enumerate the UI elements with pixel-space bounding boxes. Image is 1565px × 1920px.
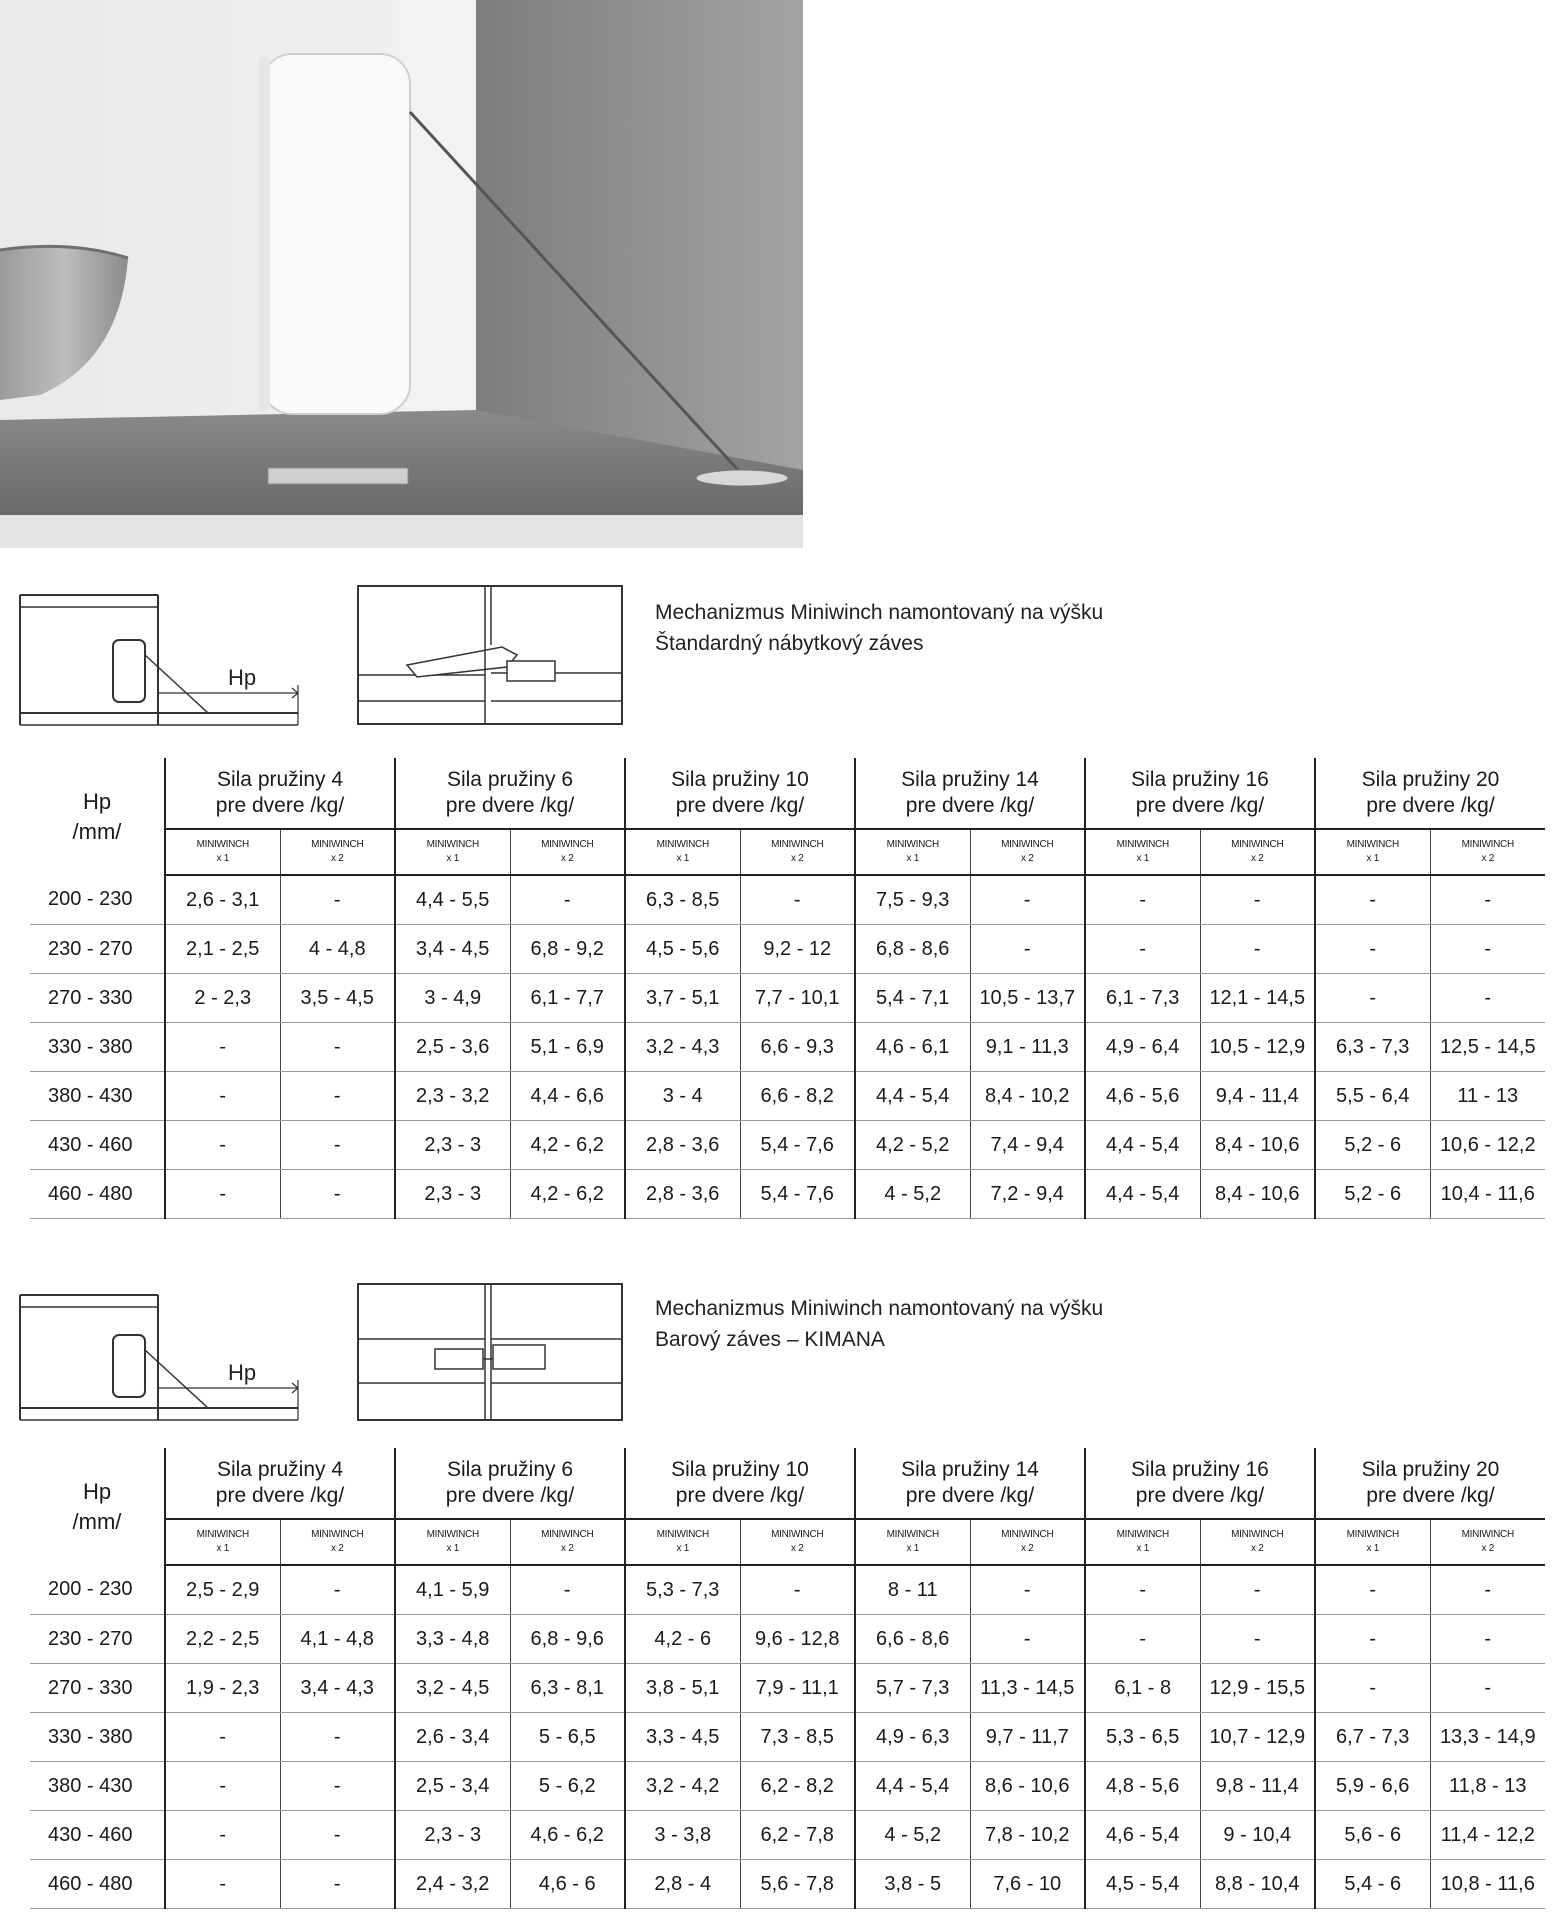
weight-range-cell: - <box>280 1860 395 1909</box>
weight-range-cell: 3,5 - 4,5 <box>280 974 395 1023</box>
weight-range-cell: 9,2 - 12 <box>740 925 855 974</box>
hp-range-cell: 330 - 380 <box>30 1713 165 1762</box>
weight-range-cell: 6,1 - 7,3 <box>1085 974 1200 1023</box>
weight-range-cell: - <box>970 925 1085 974</box>
weight-range-cell: 12,5 - 14,5 <box>1430 1023 1545 1072</box>
weight-range-cell: - <box>280 1072 395 1121</box>
weight-range-cell: 5,2 - 6 <box>1315 1121 1430 1170</box>
weight-range-cell: 7,6 - 10 <box>970 1860 1085 1909</box>
miniwinch-x1-header: MINIWINCH x 1 <box>395 1519 510 1565</box>
table-row <box>30 1713 1545 1762</box>
weight-range-cell: 10,8 - 11,6 <box>1430 1860 1545 1909</box>
weight-range-cell: 2,6 - 3,1 <box>165 875 280 925</box>
weight-range-cell: 2,4 - 3,2 <box>395 1860 510 1909</box>
hp-header: Hp /mm/ <box>72 788 122 844</box>
weight-range-cell: 2,5 - 2,9 <box>165 1565 280 1615</box>
weight-range-cell: 11 - 13 <box>1430 1072 1545 1121</box>
weight-range-cell: 4,9 - 6,3 <box>855 1713 970 1762</box>
hp-header: Hp /mm/ <box>72 1478 122 1534</box>
weight-range-cell: 12,1 - 14,5 <box>1200 974 1315 1023</box>
weight-range-cell: - <box>280 1121 395 1170</box>
weight-range-cell: 2,1 - 2,5 <box>165 925 280 974</box>
weight-range-cell: - <box>1315 925 1430 974</box>
weight-range-cell: - <box>1315 974 1430 1023</box>
weight-range-cell: 7,5 - 9,3 <box>855 875 970 925</box>
weight-range-cell: - <box>165 1713 280 1762</box>
weight-range-cell: 7,7 - 10,1 <box>740 974 855 1023</box>
weight-range-cell: 4 - 5,2 <box>855 1811 970 1860</box>
miniwinch-x2-header: MINIWINCH x 2 <box>740 1519 855 1565</box>
weight-range-cell: - <box>165 1762 280 1811</box>
weight-range-cell: - <box>1315 875 1430 925</box>
group-header: Sila pružiny 6 pre dvere /kg/ <box>395 1448 625 1519</box>
weight-range-cell: - <box>1430 1565 1545 1615</box>
weight-range-cell: 9,4 - 11,4 <box>1200 1072 1315 1121</box>
miniwinch-x2-header: MINIWINCH x 2 <box>280 829 395 875</box>
weight-range-cell: 4,9 - 6,4 <box>1085 1023 1200 1072</box>
group-header: Sila pružiny 4 pre dvere /kg/ <box>165 758 395 829</box>
weight-range-cell: 5,4 - 7,6 <box>740 1121 855 1170</box>
miniwinch-x2-header: MINIWINCH x 2 <box>1430 829 1545 875</box>
weight-range-cell: 8,6 - 10,6 <box>970 1762 1085 1811</box>
spring-force-table-2 <box>30 1448 1545 1909</box>
weight-range-cell: - <box>1085 1565 1200 1615</box>
weight-range-cell: 2,5 - 3,6 <box>395 1023 510 1072</box>
cabinet-side-diagram <box>18 585 308 730</box>
weight-range-cell: 4,6 - 5,4 <box>1085 1811 1200 1860</box>
weight-range-cell: 5,6 - 7,8 <box>740 1860 855 1909</box>
weight-range-cell: - <box>165 1170 280 1219</box>
hp-range-cell: 230 - 270 <box>30 925 165 974</box>
weight-range-cell: - <box>280 1565 395 1615</box>
weight-range-cell: - <box>1315 1565 1430 1615</box>
weight-range-cell: 8,4 - 10,2 <box>970 1072 1085 1121</box>
weight-range-cell: 6,6 - 8,2 <box>740 1072 855 1121</box>
miniwinch-x1-header: MINIWINCH x 1 <box>855 829 970 875</box>
miniwinch-x1-header: MINIWINCH x 1 <box>1315 829 1430 875</box>
weight-range-cell: 2,3 - 3 <box>395 1170 510 1219</box>
table-row <box>30 1170 1545 1219</box>
weight-range-cell: - <box>280 1170 395 1219</box>
weight-range-cell: 4,2 - 6 <box>625 1615 740 1664</box>
weight-range-cell: 4,5 - 5,6 <box>625 925 740 974</box>
miniwinch-x2-header: MINIWINCH x 2 <box>970 1519 1085 1565</box>
weight-range-cell: 8,8 - 10,4 <box>1200 1860 1315 1909</box>
weight-range-cell: 5,2 - 6 <box>1315 1170 1430 1219</box>
weight-range-cell: 8,4 - 10,6 <box>1200 1121 1315 1170</box>
weight-range-cell: 10,6 - 12,2 <box>1430 1121 1545 1170</box>
weight-range-cell: 5 - 6,5 <box>510 1713 625 1762</box>
weight-range-cell: 2,8 - 4 <box>625 1860 740 1909</box>
miniwinch-x1-header: MINIWINCH x 1 <box>1085 829 1200 875</box>
group-header: Sila pružiny 10 pre dvere /kg/ <box>625 758 855 829</box>
weight-range-cell: - <box>1315 1615 1430 1664</box>
weight-range-cell: - <box>1200 1565 1315 1615</box>
weight-range-cell: - <box>280 1713 395 1762</box>
table-row <box>30 1860 1545 1909</box>
weight-range-cell: 3,8 - 5 <box>855 1860 970 1909</box>
hp-range-cell: 200 - 230 <box>30 875 165 925</box>
miniwinch-x2-header: MINIWINCH x 2 <box>510 1519 625 1565</box>
weight-range-cell: 4,4 - 5,4 <box>1085 1121 1200 1170</box>
weight-range-cell: 4,6 - 6 <box>510 1860 625 1909</box>
miniwinch-x1-header: MINIWINCH x 1 <box>1085 1519 1200 1565</box>
group-header: Sila pružiny 6 pre dvere /kg/ <box>395 758 625 829</box>
hp-range-cell: 460 - 480 <box>30 1170 165 1219</box>
weight-range-cell: 4,8 - 5,6 <box>1085 1762 1200 1811</box>
weight-range-cell: - <box>1085 925 1200 974</box>
weight-range-cell: 3,8 - 5,1 <box>625 1664 740 1713</box>
group-header: Sila pružiny 16 pre dvere /kg/ <box>1085 758 1315 829</box>
weight-range-cell: - <box>1085 875 1200 925</box>
weight-range-cell: 3,2 - 4,3 <box>625 1023 740 1072</box>
weight-range-cell: 5,7 - 7,3 <box>855 1664 970 1713</box>
weight-range-cell: 5 - 6,2 <box>510 1762 625 1811</box>
table-row <box>30 1121 1545 1170</box>
table-row <box>30 1072 1545 1121</box>
weight-range-cell: 11,8 - 13 <box>1430 1762 1545 1811</box>
weight-range-cell: 9,7 - 11,7 <box>970 1713 1085 1762</box>
table-row <box>30 1664 1545 1713</box>
weight-range-cell: 6,8 - 9,2 <box>510 925 625 974</box>
weight-range-cell: 2,5 - 3,4 <box>395 1762 510 1811</box>
weight-range-cell: 4,5 - 5,4 <box>1085 1860 1200 1909</box>
weight-range-cell: - <box>1200 875 1315 925</box>
weight-range-cell: 4,6 - 6,2 <box>510 1811 625 1860</box>
hp-label: Hp <box>228 1360 257 1385</box>
weight-range-cell: - <box>510 875 625 925</box>
weight-range-cell: 3,2 - 4,5 <box>395 1664 510 1713</box>
weight-range-cell: 4,6 - 6,1 <box>855 1023 970 1072</box>
weight-range-cell: - <box>1085 1615 1200 1664</box>
hp-range-cell: 460 - 480 <box>30 1860 165 1909</box>
weight-range-cell: 9,1 - 11,3 <box>970 1023 1085 1072</box>
table-row <box>30 1023 1545 1072</box>
weight-range-cell: 3 - 3,8 <box>625 1811 740 1860</box>
weight-range-cell: 3 - 4 <box>625 1072 740 1121</box>
weight-range-cell: - <box>1315 1664 1430 1713</box>
weight-range-cell: 3,3 - 4,5 <box>625 1713 740 1762</box>
weight-range-cell: 5,3 - 7,3 <box>625 1565 740 1615</box>
weight-range-cell: - <box>1200 1615 1315 1664</box>
weight-range-cell: - <box>1430 875 1545 925</box>
weight-range-cell: 4,1 - 5,9 <box>395 1565 510 1615</box>
table-row <box>30 1615 1545 1664</box>
weight-range-cell: 7,8 - 10,2 <box>970 1811 1085 1860</box>
miniwinch-x2-header: MINIWINCH x 2 <box>740 829 855 875</box>
weight-range-cell: 6,2 - 7,8 <box>740 1811 855 1860</box>
weight-range-cell: - <box>280 875 395 925</box>
weight-range-cell: - <box>165 1860 280 1909</box>
cabinet-side-diagram <box>18 1275 308 1425</box>
weight-range-cell: - <box>165 1072 280 1121</box>
hinge-detail-diagram <box>357 585 623 725</box>
weight-range-cell: - <box>970 875 1085 925</box>
weight-range-cell: - <box>280 1762 395 1811</box>
weight-range-cell: 5,6 - 6 <box>1315 1811 1430 1860</box>
miniwinch-x1-header: MINIWINCH x 1 <box>165 1519 280 1565</box>
weight-range-cell: 6,1 - 8 <box>1085 1664 1200 1713</box>
weight-range-cell: 2,8 - 3,6 <box>625 1121 740 1170</box>
table-row <box>30 1811 1545 1860</box>
weight-range-cell: 13,3 - 14,9 <box>1430 1713 1545 1762</box>
weight-range-cell: 4,4 - 5,4 <box>1085 1170 1200 1219</box>
group-header: Sila pružiny 20 pre dvere /kg/ <box>1315 758 1545 829</box>
weight-range-cell: 5,1 - 6,9 <box>510 1023 625 1072</box>
weight-range-cell: - <box>970 1565 1085 1615</box>
hp-range-cell: 380 - 430 <box>30 1762 165 1811</box>
weight-range-cell: 2 - 2,3 <box>165 974 280 1023</box>
weight-range-cell: 5,3 - 6,5 <box>1085 1713 1200 1762</box>
weight-range-cell: 3 - 4,9 <box>395 974 510 1023</box>
weight-range-cell: - <box>510 1565 625 1615</box>
weight-range-cell: 6,3 - 8,1 <box>510 1664 625 1713</box>
table-row <box>30 974 1545 1023</box>
weight-range-cell: 4 - 5,2 <box>855 1170 970 1219</box>
weight-range-cell: - <box>280 1023 395 1072</box>
hp-range-cell: 270 - 330 <box>30 974 165 1023</box>
weight-range-cell: - <box>740 1565 855 1615</box>
miniwinch-x2-header: MINIWINCH x 2 <box>1430 1519 1545 1565</box>
weight-range-cell: 5,4 - 7,6 <box>740 1170 855 1219</box>
weight-range-cell: 2,2 - 2,5 <box>165 1615 280 1664</box>
weight-range-cell: - <box>970 1615 1085 1664</box>
hp-range-cell: 200 - 230 <box>30 1565 165 1615</box>
table-row <box>30 1565 1545 1615</box>
weight-range-cell: - <box>1430 974 1545 1023</box>
weight-range-cell: 7,2 - 9,4 <box>970 1170 1085 1219</box>
weight-range-cell: 5,4 - 7,1 <box>855 974 970 1023</box>
weight-range-cell: 8 - 11 <box>855 1565 970 1615</box>
miniwinch-x2-header: MINIWINCH x 2 <box>1200 829 1315 875</box>
weight-range-cell: - <box>165 1811 280 1860</box>
group-header: Sila pružiny 14 pre dvere /kg/ <box>855 1448 1085 1519</box>
weight-range-cell: 6,1 - 7,7 <box>510 974 625 1023</box>
weight-range-cell: 4,1 - 4,8 <box>280 1615 395 1664</box>
caption-line-1: Mechanizmus Miniwinch namontovaný na výšku <box>655 1297 1104 1320</box>
weight-range-cell: - <box>165 1023 280 1072</box>
group-header: Sila pružiny 14 pre dvere /kg/ <box>855 758 1085 829</box>
weight-range-cell: 12,9 - 15,5 <box>1200 1664 1315 1713</box>
weight-range-cell: 4,4 - 6,6 <box>510 1072 625 1121</box>
hp-range-cell: 430 - 460 <box>30 1121 165 1170</box>
weight-range-cell: 6,3 - 8,5 <box>625 875 740 925</box>
weight-range-cell: - <box>1430 925 1545 974</box>
weight-range-cell: - <box>1430 1615 1545 1664</box>
weight-range-cell: 9,6 - 12,8 <box>740 1615 855 1664</box>
miniwinch-x2-header: MINIWINCH x 2 <box>280 1519 395 1565</box>
weight-range-cell: 9 - 10,4 <box>1200 1811 1315 1860</box>
product-photo <box>0 0 803 548</box>
weight-range-cell: 6,6 - 9,3 <box>740 1023 855 1072</box>
weight-range-cell: 3,3 - 4,8 <box>395 1615 510 1664</box>
weight-range-cell: - <box>740 875 855 925</box>
hinge-detail-diagram <box>357 1283 623 1421</box>
miniwinch-x1-header: MINIWINCH x 1 <box>625 829 740 875</box>
miniwinch-x1-header: MINIWINCH x 1 <box>165 829 280 875</box>
weight-range-cell: 6,8 - 9,6 <box>510 1615 625 1664</box>
weight-range-cell: 4,2 - 5,2 <box>855 1121 970 1170</box>
miniwinch-x2-header: MINIWINCH x 2 <box>510 829 625 875</box>
group-header: Sila pružiny 16 pre dvere /kg/ <box>1085 1448 1315 1519</box>
weight-range-cell: 4,2 - 6,2 <box>510 1121 625 1170</box>
hp-range-cell: 380 - 430 <box>30 1072 165 1121</box>
group-header: Sila pružiny 10 pre dvere /kg/ <box>625 1448 855 1519</box>
table-row <box>30 875 1545 925</box>
weight-range-cell: 8,4 - 10,6 <box>1200 1170 1315 1219</box>
weight-range-cell: 4 - 4,8 <box>280 925 395 974</box>
weight-range-cell: 2,8 - 3,6 <box>625 1170 740 1219</box>
weight-range-cell: 11,4 - 12,2 <box>1430 1811 1545 1860</box>
weight-range-cell: 10,5 - 13,7 <box>970 974 1085 1023</box>
weight-range-cell: 7,4 - 9,4 <box>970 1121 1085 1170</box>
weight-range-cell: 3,4 - 4,3 <box>280 1664 395 1713</box>
weight-range-cell: 4,4 - 5,4 <box>855 1762 970 1811</box>
weight-range-cell: 10,7 - 12,9 <box>1200 1713 1315 1762</box>
weight-range-cell: 6,6 - 8,6 <box>855 1615 970 1664</box>
weight-range-cell: 7,9 - 11,1 <box>740 1664 855 1713</box>
spring-force-table-1 <box>30 758 1545 1219</box>
weight-range-cell: 11,3 - 14,5 <box>970 1664 1085 1713</box>
weight-range-cell: - <box>280 1811 395 1860</box>
miniwinch-x1-header: MINIWINCH x 1 <box>395 829 510 875</box>
weight-range-cell: 3,2 - 4,2 <box>625 1762 740 1811</box>
miniwinch-x2-header: MINIWINCH x 2 <box>970 829 1085 875</box>
hp-range-cell: 230 - 270 <box>30 1615 165 1664</box>
weight-range-cell: 4,4 - 5,4 <box>855 1072 970 1121</box>
table-row <box>30 1762 1545 1811</box>
weight-range-cell: 10,5 - 12,9 <box>1200 1023 1315 1072</box>
weight-range-cell: 4,2 - 6,2 <box>510 1170 625 1219</box>
weight-range-cell: - <box>165 1121 280 1170</box>
miniwinch-x2-header: MINIWINCH x 2 <box>1200 1519 1315 1565</box>
weight-range-cell: - <box>1430 1664 1545 1713</box>
weight-range-cell: 5,9 - 6,6 <box>1315 1762 1430 1811</box>
group-header: Sila pružiny 20 pre dvere /kg/ <box>1315 1448 1545 1519</box>
miniwinch-x1-header: MINIWINCH x 1 <box>1315 1519 1430 1565</box>
weight-range-cell: 3,4 - 4,5 <box>395 925 510 974</box>
weight-range-cell: 2,6 - 3,4 <box>395 1713 510 1762</box>
weight-range-cell: 4,6 - 5,6 <box>1085 1072 1200 1121</box>
weight-range-cell: 5,4 - 6 <box>1315 1860 1430 1909</box>
weight-range-cell: 4,4 - 5,5 <box>395 875 510 925</box>
weight-range-cell: 2,3 - 3 <box>395 1121 510 1170</box>
caption-line-1: Mechanizmus Miniwinch namontovaný na výšku <box>655 601 1104 624</box>
weight-range-cell: 6,8 - 8,6 <box>855 925 970 974</box>
table-row <box>30 925 1545 974</box>
hp-range-cell: 430 - 460 <box>30 1811 165 1860</box>
weight-range-cell: 9,8 - 11,4 <box>1200 1762 1315 1811</box>
weight-range-cell: 6,3 - 7,3 <box>1315 1023 1430 1072</box>
weight-range-cell: 6,7 - 7,3 <box>1315 1713 1430 1762</box>
hp-label: Hp <box>228 665 257 690</box>
weight-range-cell: 2,3 - 3 <box>395 1811 510 1860</box>
miniwinch-x1-header: MINIWINCH x 1 <box>855 1519 970 1565</box>
weight-range-cell: 5,5 - 6,4 <box>1315 1072 1430 1121</box>
caption-line-2: Barový záves – KIMANA <box>655 1328 885 1351</box>
miniwinch-x1-header: MINIWINCH x 1 <box>625 1519 740 1565</box>
caption-line-2: Štandardný nábytkový záves <box>655 632 924 655</box>
weight-range-cell: 7,3 - 8,5 <box>740 1713 855 1762</box>
weight-range-cell: 3,7 - 5,1 <box>625 974 740 1023</box>
weight-range-cell: 2,3 - 3,2 <box>395 1072 510 1121</box>
weight-range-cell: - <box>1200 925 1315 974</box>
hp-range-cell: 330 - 380 <box>30 1023 165 1072</box>
group-header: Sila pružiny 4 pre dvere /kg/ <box>165 1448 395 1519</box>
weight-range-cell: 10,4 - 11,6 <box>1430 1170 1545 1219</box>
weight-range-cell: 1,9 - 2,3 <box>165 1664 280 1713</box>
hp-range-cell: 270 - 330 <box>30 1664 165 1713</box>
weight-range-cell: 6,2 - 8,2 <box>740 1762 855 1811</box>
